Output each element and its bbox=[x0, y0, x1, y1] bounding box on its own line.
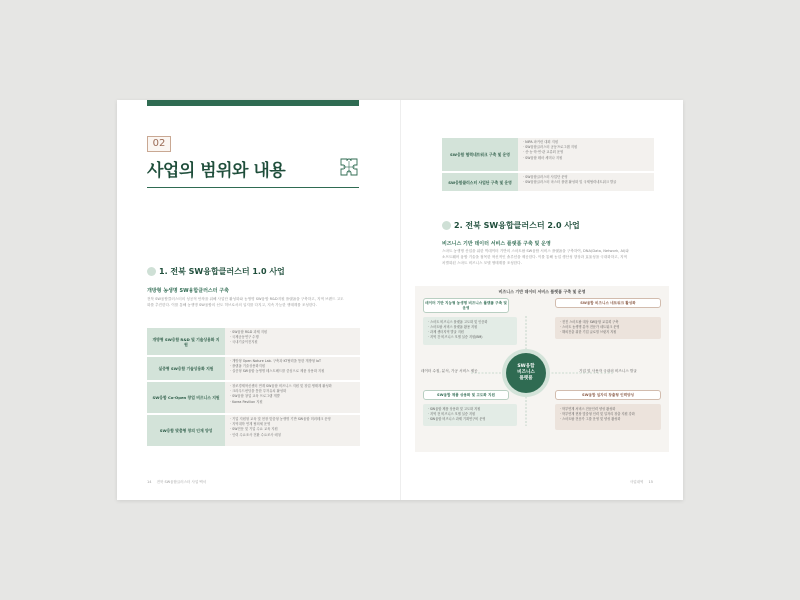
right-arrow-label: 기업 및 사용자 국내외 비즈니스 발굴 bbox=[579, 369, 637, 373]
diagram-title: 비즈니스 기반 데이터 서비스 플랫폼 구축 및 운영 bbox=[498, 289, 586, 294]
list-data-platform: · 스마트 비즈니스 플랫폼 고도화 및 인증화 · 스마트팜 서비스 플랫폼 활용 지원 · 과제 센터지역 발굴 지원 · 지역 간 비즈니스 모델 실증 지원(BM) bbox=[423, 317, 517, 345]
right-page bbox=[400, 100, 683, 500]
table-row: SW융합클러스터 사업단 구축 및 운영 · SW융합클러스터 사업단 운영 · SW융합클러스터 마스터 플랜 활성화 및 국제협력네트워크 발굴 bbox=[442, 173, 654, 191]
title-rule bbox=[147, 187, 359, 188]
program-table-1 bbox=[147, 328, 360, 448]
section1-subheading: 개방형 농생명 SW융합클러스터 구축 bbox=[147, 288, 229, 294]
table-row: SW융합 협력네트워크 구축 및 운영 · NIPA 파커런 대회 지원 · SW융합클러스터 공동프로그램 지원 · 산·농·학·연·관 교류회 운영 · SW융합 테마 세미나 지원 bbox=[442, 138, 654, 171]
section2-body: 스마트 농생명 산업을 위한 빅데이터 기반의 스마트팜 SW융합 서비스 플랫폼을 구축하여, DNA(Data, Network, AI)와 소프트웨어 융합 기술을 접목한 혁신적인 솔루션을 제공한다. 이를 통해 농업 생산성 향상과 효율성을 극대화하고, 지역 차별화된 스마트 비즈니스 모델 생태계를 조성한다. bbox=[442, 249, 629, 265]
section-dot-icon bbox=[442, 221, 451, 230]
platform-diagram bbox=[415, 286, 669, 452]
right-footer bbox=[630, 480, 653, 485]
box-data-platform: 데이터 기반 지능형 농생명 비즈니스 플랫폼 구축 및 운영 bbox=[423, 298, 509, 313]
top-accent-bar bbox=[147, 100, 359, 106]
table-row: SW융합 Co-Open 창업 비즈니스 지원 · 창조경제혁신센터 연계 SW융합 비즈니스 지원 및 창업 생태계 활성화 · 크라우드펀딩을 통한 투자유치 활성화 · SW융합 창업 교육 프로그램 개발 · Korea Pavilion 지원 bbox=[147, 382, 360, 413]
box-commercialization: SW융합 제품 상용화 및 고도화 지원 bbox=[423, 390, 509, 400]
puzzle-icon bbox=[339, 157, 359, 177]
section2-title: 2. 전북 SW융합클러스터 2.0 사업 bbox=[442, 220, 580, 231]
section1-body: 전북 SW융합클러스터의 성공적 안착을 위해 사업단 활성화와 농생명 SW융합 R&D지원 플랫폼을 구축하고, 지역 브랜드 고도 화를 추진한다. 이를 통해 농생명 SW융합의 선도 허브로서의 입지를 다지고, 지속 가능한 생태계를 조성한다. bbox=[147, 297, 344, 307]
center-platform-circle: SW융합 비즈니스 플랫폼 bbox=[506, 353, 546, 393]
chapter-title: 사업의 범위와 내용 bbox=[147, 161, 286, 181]
left-page bbox=[117, 100, 400, 500]
section-dot-icon bbox=[147, 267, 156, 276]
table-row: 개방형 SW융합 R&D 및 기술상용화 지원 · SW융합 R&D 과제 지원 · 국제공동연구 수행 · 국내기술이전지원 bbox=[147, 328, 360, 355]
page-number: 14 bbox=[147, 480, 152, 484]
table-row: SW융합 맞춤형 창의 인재 양성 · 기업 지원형 교육 및 현장 맞춤형 농생명 기반 SW융합 미러테크 운영 · 지역대학 연계 협의체 운영 · SW전문 및 기업 수요 교육 지원 · 인력 수요조사 전환 수요조사 매칭 bbox=[147, 415, 360, 446]
program-table-2 bbox=[442, 138, 654, 193]
list-commercialization: · SW융합 제품 상용화 및 고도화 지원 · 지역 전 비즈니스 모델 실증 지원 · SW융합 비즈니스 과제 기획연구비 운영 bbox=[423, 404, 517, 426]
left-footer bbox=[147, 480, 206, 485]
table-row: 실증형 SW융합 기술상용화 지원 · 개방형 Open Nature Lab. 구축과 KT협력을 통한 개방형 IoT · 플랫폼 기술상용화지원 · 실증형 SW융합 농생명 테스트베드를 중심으로 제품 상용화 지원 bbox=[147, 357, 360, 380]
section2-subheading: 비즈니스 기반 데이터 서비스 플랫폼 구축 및 운영 bbox=[442, 241, 551, 247]
footer-text: 전북 SW융합클러스터 사업 백서 bbox=[156, 480, 207, 484]
list-network: · 전진 스마트팜 대상 SW융합 교류회 구축 · 스마트 농생명 분야 전문가 네트워크 운영 · 해외진출 위한 기업 글로벌 브릿지 지원 bbox=[555, 317, 661, 339]
chapter-number: 02 bbox=[147, 136, 171, 152]
document-spread bbox=[117, 100, 683, 500]
list-talent: · 학부연계 서비스 전문인력 양성 활성화 · 학부연계 현장 맞춤형 인력 및 일자리 창출 지원 강화 · 스마트팜 전문가 그룹 운영 및 양성 활성화 bbox=[555, 404, 661, 430]
footer-text: 사업내역 bbox=[629, 480, 644, 484]
box-talent: SW융합 일자리 창출형 인력양성 bbox=[555, 390, 661, 400]
section1-title: 1. 전북 SW융합클러스터 1.0 사업 bbox=[147, 266, 285, 277]
box-network: SW융합 비즈니스 네트워크 활성화 bbox=[555, 298, 661, 308]
left-arrow-label: 데이터 수집, 분석, 가공 서비스 제공 bbox=[421, 369, 478, 373]
page-number: 15 bbox=[648, 480, 653, 484]
